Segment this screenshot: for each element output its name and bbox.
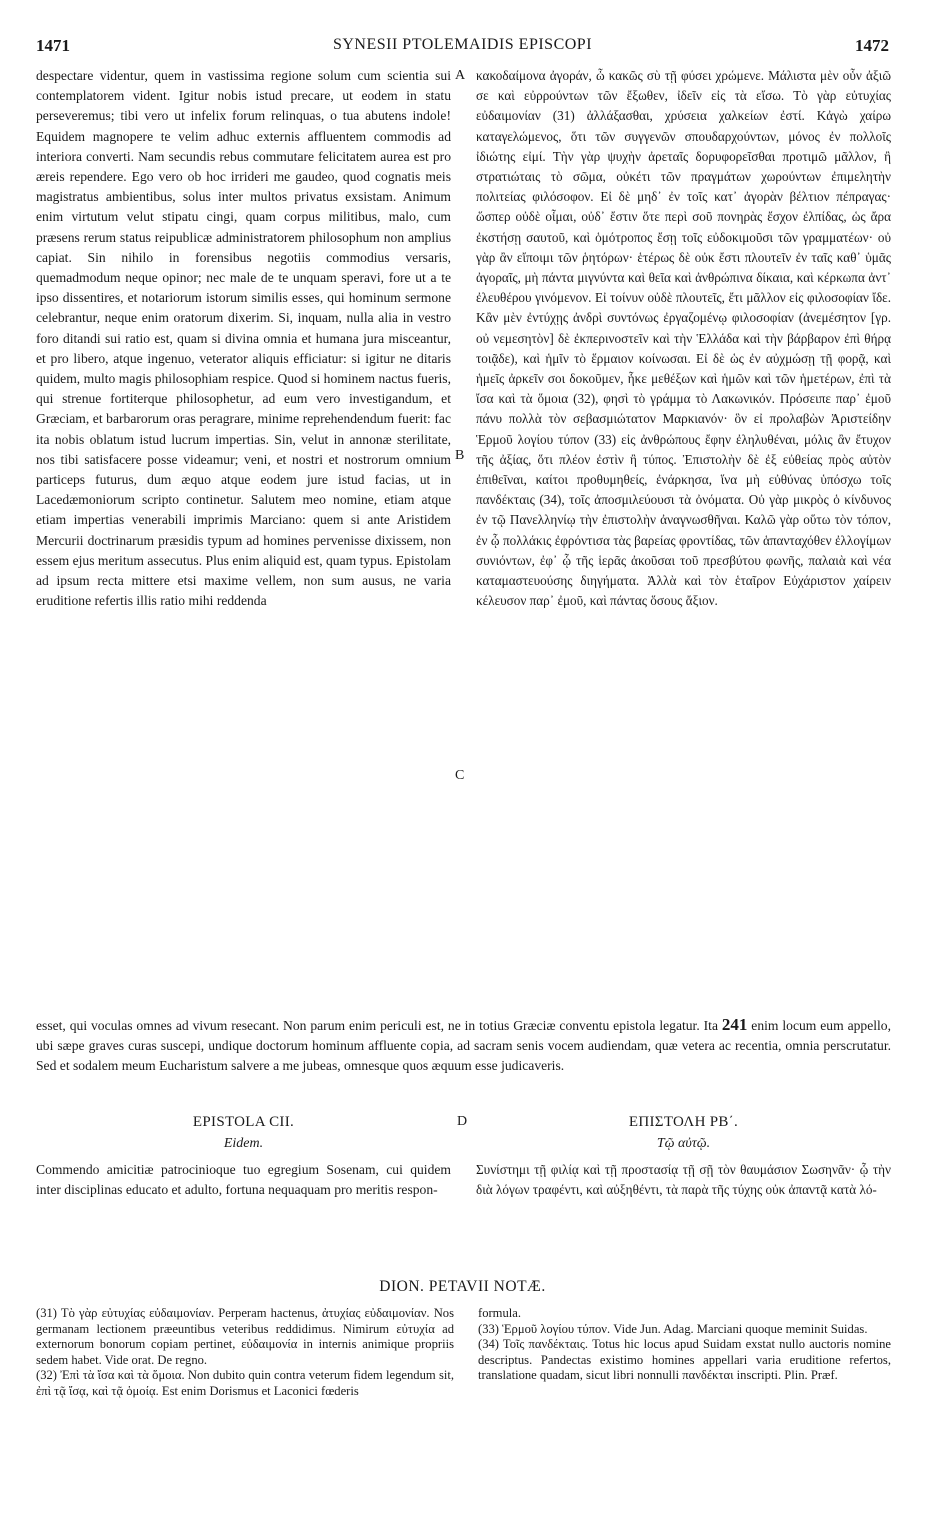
section-marker-d: D	[457, 1114, 468, 1129]
notes-right-column	[478, 1306, 891, 1384]
epistle-greek-body	[476, 1160, 891, 1200]
page-number-left: 1471	[36, 36, 70, 55]
epistle-latin-text: Commendo amicitiæ patrocinioque tuo egregium Sosenam, cui quidem inter disciplinas educato et adulto, fortuna nequaquam pro meritis respon-	[36, 1162, 451, 1198]
note-31: (31) Τὸ γὰρ εὐτυχίας εὐδαιμονίαν. Perperam hactenus, ἀτυχίας εὐδαιμονίαν. Nos germanam lectionem præeuntibus veteribus reddidimus. Nimirum εὐτυχία ad externorum bonorum copiam pertinet, εὐδαιμονία in internis animique propriis sedem habet. Vide orat. De regno.	[36, 1306, 454, 1367]
note-32: (32) Ἐπὶ τὰ ἴσα καὶ τὰ ὅμοια. Non dubito quin contra veterum fidem legendum sit, ἐπὶ τᾷ ἴσᾳ, καὶ τᾷ ὁμοίᾳ. Est enim Dorismus et Laconici fœderis	[36, 1368, 454, 1398]
epistle-latin-body	[36, 1160, 451, 1200]
latin-column	[36, 66, 451, 611]
note-32-continued: formula.	[478, 1306, 522, 1320]
epistle-greek-text: Συνίστημι τῇ φιλίᾳ καὶ τῇ προστασίᾳ τῇ σῇ τὸν θαυμάσιον Σωσηνᾶν· ᾧ τὴν διὰ λόγων τραφέντι, καὶ αὐξηθέντι, τὰ παρὰ τῆς τύχης οὐκ ἀπαντᾷ κατὰ λό-	[476, 1162, 891, 1198]
section-marker-c: C	[455, 768, 465, 783]
notes-heading: DION. PETAVII NOTÆ.	[379, 1278, 546, 1295]
epistle-latin-subtitle: Eidem.	[223, 1136, 264, 1151]
section-marker-a: A	[455, 68, 466, 83]
greek-column	[476, 66, 891, 611]
full-text-pre: esset, qui voculas omnes ad vivum resecant. Non parum enim periculi est, ne in totius Græciæ conventu epistola legatur. Ita	[36, 1018, 722, 1033]
note-34: (34) Τοῖς πανδέκταις. Totus hic locus apud Suidam exstat nullo auctoris nomine descriptus. Pandectas existimo homines appellari varia eruditione refertos, translatione quadam, sicut libri nonnulli πανδέκται inscripti. Plin. Præf.	[478, 1337, 891, 1383]
epistle-greek-title: ΕΠΙΣΤΟΛΗ ΡΒ΄.	[628, 1114, 739, 1130]
section-marker-b: B	[455, 448, 465, 463]
epistle-greek-subtitle: Τῷ αὐτῷ.	[656, 1136, 711, 1151]
page-number-right: 1472	[855, 36, 889, 55]
running-title: SYNESII PTOLEMAIDIS EPISCOPI	[332, 36, 593, 53]
greek-text: κακοδαίμονα ἀγοράν, ὦ κακῶς σὺ τῇ φύσει χρώμενε. Μάλιστα μὲν οὖν ἀξιῶ σε καὶ εὐρρούντων τῶν ἔξωθεν, ἰδεῖν εἰς τὰ εἴσω. Τὸ γὰρ εὐτυχίας εὐδαιμονίαν (31) ἀλλάξασθαι, χρύσεια χαλκείων ἐστί. Κἀγὼ χαίρω καταγελώμενος, ὅτι τῶν συγγενῶν σπουδαρχούντων, μόνος ἐν πολλοῖς ἰδιώτης εἰμί. Τὴν γὰρ ψυχὴν ἀρεταῖς δορυφορεῖσθαι προτιμῶ μᾶλλον, ἢ στρατιώταις τὸ σῶμα, οὐκέτι τῶν πραγμάτων χωρούντων ἐπιμελητὴν πολιτείας φιλόσοφον. Εἰ δὲ μηδ᾽ ἐν τοῖς κατ᾽ ἀγορὰν βέλτιον πέπραγας· ὥσπερ οὐδὲ οἶμαι, οὐδ᾽ ἔστιν ὅτε περὶ σοῦ πονηρὰς ἔσχον ἐλπίδας, ὡς ἄρα ἐκστήσῃ σαυτοῦ, καὶ ὁμότροπος ἔσῃ τοῖς εὐδοκιμοῦσι τῶν γραμματέων· οὐ γὰρ ἂν εἴποιμι τῶν ῥητόρων· ἑτέρως δὲ οὐκ ἔστι πλουτεῖν ἐν ταῖς καθ᾽ ὑμᾶς ἀγοραῖς, μὴ πάντα μιγνύντα καὶ θεῖα καὶ ἀνθρώπινα δίκαια, καὶ κέρκωπα ἀντ᾽ ἐλευθέρου γινόμενον. Εἰ τοίνυν οὐδὲ πλουτεῖς, ἔτι μᾶλλον εἰς φιλοσοφίαν ἴδε. Κἂν μὲν ἐντύχῃς ἀνδρὶ συντόνως ἐργαζομένῳ φιλοσοφίαν (ἀνεμέσητον [γρ. οὐ νεμεσητὸν] δὲ ἐκπερινοστεῖν καὶ τὴν Ἑλλάδα καὶ τὴν βάρβαρον ἐπὶ θήρᾳ τοιᾷδε), καὶ ἡμῖν τὸ ἕρμαιον κοίνωσαι. Εἰ δὲ ὡς ἐν αὐχμώσῃ τῇ φορᾷ, καὶ ἡμεῖς ἀρκεῖν σοι δοκοῦμεν, ἧκε μεθέξων καὶ ἡμῶν καὶ τῶν ἡμετέρων, ἐπὶ τὰ ἴσα καὶ τὰ ὅμοια (32), φησὶ τὸ γράμμα τὸ Λακωνικόν. Πρόσειπε παρ᾽ ἐμοῦ πάνυ πολλὰ τὸν σεβασμιώτατον Μαρκιανόν· ὃν εἰ προλαβὼν Ἀριστείδην Ἑρμοῦ λογίου τύπον (33) εἰς ἀνθρώπους ἔφην ἐληλυθέναι, μόλις ἂν ἔτυχον τῆς ἀξίας, ὅτι πλέον ἐστὶν ἢ τύπος. Ἐπιστολὴν δὲ ἐξ εὐθείας πρὸς αὐτὸν ἐπιθεῖναι, καίτοι προθυμηθείς, ἐνάρκησα, ἵνα μὴ εὐθύνας ὑπόσχω τοῖς πανδέκταις (34), τοῖς ἀποσμιλεύουσι τὰ ὀνόματα. Οὐ γὰρ μικρὸς ὁ κίνδυνος ἐν τῷ Πανελληνίῳ τὴν ἐπιστολὴν ἀναγνωσθῆναι. Καλῶ γὰρ οὕτω τὸν τόπον, ἐν ᾧ πολλάκις ἐφρόντισα τὰς βαρείας φροντίδας, τῶν ἁπανταχόθεν ἐλλογίμων συνιόντων, ἐφ᾽ ᾧ τῆς ἱερᾶς ἀκοῦσαι τοῦ πρεσβύτου φωνῆς, παλαιὰ καὶ νέα καταμαστευούσης διηγήματα. Ἀλλὰ καὶ τὸν ἑταῖρον Εὐχάριστον χαίρειν κέλευσον παρ᾽ ἐμοῦ, καὶ πάντας ὅσους ἄξιον.	[476, 68, 891, 609]
note-33: (33) Ἑρμοῦ λογίου τύπον. Vide Jun. Adag. Marciani quoque meminit Suidas.	[478, 1321, 868, 1336]
latin-text: despectare videntur, quem in vastissima regione solum cum scientia sui contemplatorem vident. Igitur nobis istud precare, ut eodem in statu perseveremus; tibi vero ut infelix forum relinquas, o tua abutens indole! Equidem magnopere te velim adhuc externis affluentem commodis ad interiora converti. Nam secundis rebus commutare felicitatem aurea est pro æreis rependere. Ego vero ob hoc irrideri me gaudeo, quod cognatis meis magistratus ambientibus, solus inter multos privatus exsistam. Animum enim virtutum velut stipatu cingi, quam corpus militibus, malo, cum præsens rerum status reipublicæ administratorem philosophum non amplius capiat. Sin nihilo in forensibus negotiis commodius versaris, quemadmodum neque opinor; nec male de te unquam speravi, fore ut a te ipso dissentires, et notariorum istorum similis esses, qui hominum sermone celebrantur, neque enim oratorum dixerim. Si, inquam, nulla alia in vestro foro ditandi sui ratio est, quam si divina omnia et humana jura misceantur, et pro libero, atque ingenuo, veterator aliquis efficiatur: si igitur ne ditaris quidem, multo magis philosophiam respice. Quod si hominem nactus fueris, qui strenue fortiterque philosophetur, ad eum vero investigandum, et Græciam, et barbarorum oras peragrare, minime reprehendendum fuerit: fac ita nobis oblatum istud lucrum impertias. Sin, velut in annonæ sterilitate, nos tibi satisfacere posse videamur; veni, et nostri et nostrorum omnium particeps futurus, dum æquo atque eodem jure istud facias, ut in Lacedæmoniorum scripto continetur. Salutem meo nomine, etiam atque etiam impertias venerabili imprimis Marciano: quem si ante Aristidem Mercurii doctrinarum præsidis typum ad homines pervenisse dixissem, non essem ejus meritum assecutus. Plus enim aliquid est, quam typus. Epistolam ad ipsum recta mittere etsi maxime vellem, non sum ausus, ne varia eruditione refertis illis ratio mihi reddenda	[36, 68, 451, 609]
full-text-post: enim locum eum appello, ubi sæpe graves curas suscepi, undique doctorum hominum affluente copia, ad sacram senis vocem audiendam, quæ vetera ac recentia, omnia perscrutatur. Sed et sodalem meum Eucharistum salvere a me jubeas, omnesque quos æquum esse judicaveris.	[36, 1018, 891, 1074]
running-header	[36, 36, 889, 58]
notes-left-column	[36, 1306, 454, 1400]
marginal-page-number: 241	[721, 1015, 748, 1034]
epistle-latin-title: EPISTOLA CII.	[192, 1114, 295, 1130]
full-width-paragraph	[36, 1015, 891, 1077]
